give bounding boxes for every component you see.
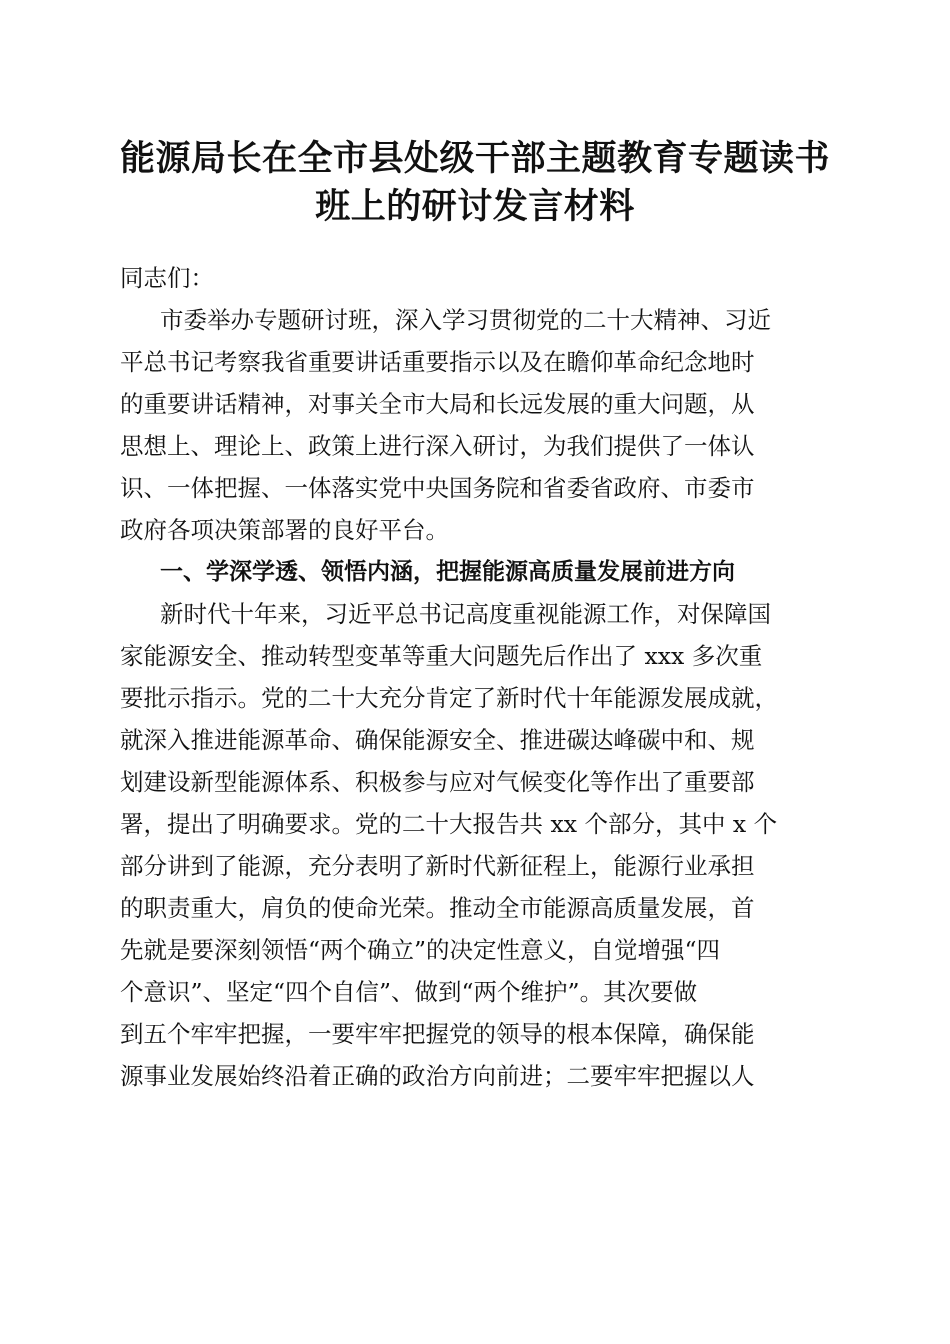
greeting: 同志们： — [120, 264, 214, 292]
paragraph2-line: 署，提出了明确要求。党的二十大报告共 xx 个部分，其中 x 个 — [120, 810, 778, 838]
paragraph2-line: 到五个牢牢把握，一要牢牢把握党的领导的根本保障，确保能 — [120, 1020, 755, 1048]
paragraph2-line: 个意识”、坚定“四个自信”、做到“两个维护”。其次要做 — [120, 978, 698, 1006]
title-line-1: 能源局长在全市县处级干部主题教育专题读书 — [119, 139, 830, 179]
document-body — [120, 257, 830, 1097]
paragraph2-line: 要批示指示。党的二十大充分肯定了新时代十年能源发展成就， — [120, 684, 778, 712]
paragraph2-line: 先就是要深刻领悟“两个确立”的决定性意义，自觉增强“四 — [120, 936, 721, 964]
paragraph1-line: 政府各项决策部署的良好平台。 — [120, 516, 449, 544]
title-line-2: 班上的研讨发言材料 — [315, 187, 635, 227]
paragraph1-line: 思想上、理论上、政策上进行深入研讨，为我们提供了一体认 — [120, 432, 755, 460]
paragraph1-line: 识、一体把握、一体落实党中央国务院和省委省政府、市委市 — [120, 474, 755, 502]
paragraph2-line: 新时代十年来，习近平总书记高度重视能源工作，对保障国 — [160, 600, 771, 628]
paragraph1-line: 平总书记考察我省重要讲话重要指示以及在瞻仰革命纪念地时 — [120, 348, 755, 376]
paragraph1-line: 市委举办专题研讨班，深入学习贯彻党的二十大精神、习近 — [160, 306, 771, 334]
section-heading-1: 一、学深学透、领悟内涵，把握能源高质量发展前进方向 — [160, 559, 735, 585]
paragraph2-line: 部分讲到了能源，充分表明了新时代新征程上，能源行业承担 — [120, 852, 755, 880]
paragraph2-line: 划建设新型能源体系、积极参与应对气候变化等作出了重要部 — [120, 768, 755, 796]
paragraph2-line: 的职责重大，肩负的使命光荣。推动全市能源高质量发展，首 — [120, 894, 755, 922]
paragraph2-line: 家能源安全、推动转型变革等重大问题先后作出了 xxx 多次重 — [120, 642, 763, 670]
paragraph2-line: 源事业发展始终沿着正确的政治方向前进；二要牢牢把握以人 — [120, 1062, 755, 1090]
document-title — [100, 135, 850, 231]
paragraph2-line: 就深入推进能源革命、确保能源安全、推进碳达峰碳中和、规 — [120, 726, 755, 754]
paragraph1-line: 的重要讲话精神，对事关全市大局和长远发展的重大问题，从 — [120, 390, 755, 418]
